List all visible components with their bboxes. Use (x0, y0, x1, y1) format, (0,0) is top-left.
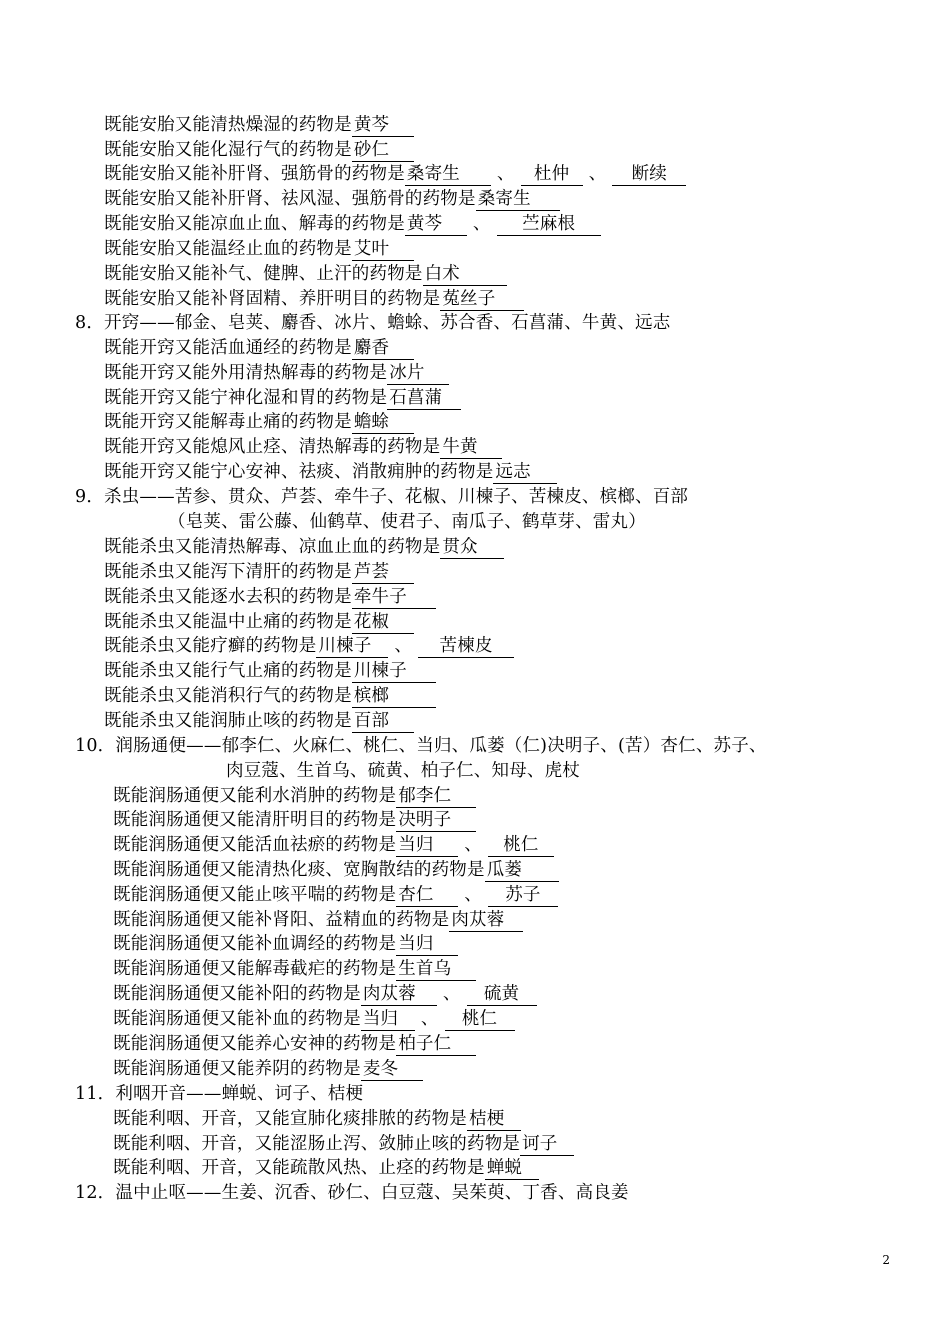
answer-blank: 白术 (423, 264, 507, 286)
answer-blank: 硫黄 (467, 984, 537, 1006)
answer-blank: 远志 (493, 462, 557, 484)
separator: 、 (588, 164, 607, 184)
question-text: 既能润肠通便又能补肾阳、益精血的药物是 (113, 910, 450, 930)
separator: 、 (394, 636, 413, 656)
answer-blank: 郁李仁 (396, 786, 476, 808)
question-text: 既能安胎又能补气、健脾、止汗的药物是 (104, 264, 423, 284)
page-number: 2 (882, 1253, 890, 1267)
answer-blank: 芦荟 (352, 562, 414, 584)
question-text: 既能润肠通便又能解毒截疟的药物是 (113, 959, 397, 979)
separator: 、 (464, 835, 482, 855)
answer-blank: 贯众 (440, 537, 504, 559)
anti-abortive-line-3 (104, 162, 686, 186)
answer-blank: 石菖蒲 (387, 388, 461, 410)
section-heading-8: 8．开窍——郁金、皂荚、麝香、冰片、蟾蜍、苏合香、石菖蒲、牛黄、远志 (75, 313, 671, 333)
question-text: 既能润肠通便又能补血的药物是 (113, 1009, 361, 1029)
separator: 、 (464, 885, 482, 905)
answer-blank: 肉苁蓉 (361, 984, 437, 1006)
throat-line-3 (113, 1156, 539, 1180)
question-text: 既能安胎又能化湿行气的药物是 (104, 140, 352, 160)
answer-blank: 桔梗 (467, 1109, 521, 1131)
anti-abortive-line-1 (104, 113, 414, 137)
anthelmintic-line-2 (104, 560, 414, 584)
anti-abortive-line-5 (104, 212, 601, 236)
separator: 、 (420, 1009, 439, 1029)
laxative-line-6 (113, 908, 523, 932)
question-text: 既能润肠通便又能补阳的药物是 (113, 984, 361, 1004)
answer-blank: 百部 (352, 711, 414, 733)
answer-blank: 当归 (361, 1009, 415, 1031)
answer-blank: 槟榔 (352, 686, 436, 708)
laxative-line-11 (113, 1032, 476, 1056)
question-text: 既能杀虫又能泻下清肝的药物是 (104, 562, 352, 582)
question-text: 既能开窍又能宁神化湿和胃的药物是 (104, 388, 388, 408)
laxative-line-7 (113, 932, 458, 956)
answer-blank: 桃仁 (488, 835, 554, 857)
answer-blank: 柏子仁 (396, 1034, 476, 1056)
question-text: 既能杀虫又能清热解毒、凉血止血的药物是 (104, 537, 441, 557)
question-text: 既能开窍又能活血通经的药物是 (104, 338, 352, 358)
answer-blank: 当归 (396, 934, 458, 956)
answer-blank: 黄芩 (405, 214, 467, 236)
anthelmintic-line-3 (104, 585, 436, 609)
answer-blank: 杏仁 (396, 885, 458, 907)
question-text: 既能润肠通便又能活血祛瘀的药物是 (113, 835, 397, 855)
section-heading-10: 10．润肠通便——郁李仁、火麻仁、桃仁、当归、瓜蒌（仁)决明子、(苦）杏仁、苏子、 (75, 736, 767, 756)
answer-blank: 蟾蜍 (352, 412, 414, 434)
question-text: 既能开窍又能熄风止痉、清热解毒的药物是 (104, 437, 441, 457)
answer-blank: 桑寄生 (476, 189, 560, 211)
answer-blank: 牵牛子 (352, 587, 436, 609)
resuscitation-line-4 (104, 410, 414, 434)
section-heading-11: 11．利咽开音——蝉蜕、诃子、桔梗 (75, 1084, 364, 1104)
answer-blank: 蝉蜕 (485, 1158, 539, 1180)
answer-blank: 川楝子 (316, 636, 388, 658)
resuscitation-line-5 (104, 435, 502, 459)
question-text: 既能利咽、开音，又能涩肠止泻、敛肺止咳的药物是 (113, 1134, 521, 1154)
resuscitation-line-2 (104, 361, 449, 385)
question-text: 既能润肠通便又能利水消肿的药物是 (113, 786, 397, 806)
section-heading-10-cont: 肉豆蔻、生首乌、硫黄、柏子仁、知母、虎杖 (226, 761, 580, 781)
answer-blank: 桑寄生 (405, 164, 491, 186)
answer-blank: 砂仁 (352, 140, 414, 162)
question-text: 既能润肠通便又能清肝明目的药物是 (113, 810, 397, 830)
question-text: 既能杀虫又能逐水去积的药物是 (104, 587, 352, 607)
laxative-line-8 (113, 957, 476, 981)
answer-blank: 牛黄 (440, 437, 502, 459)
answer-blank: 桃仁 (445, 1009, 515, 1031)
question-text: 既能利咽、开音，又能疏散风热、止痉的药物是 (113, 1158, 485, 1178)
question-text: 既能安胎又能补肝肾、祛风湿、强筋骨的药物是 (104, 189, 476, 209)
answer-blank: 冰片 (387, 363, 449, 385)
anthelmintic-line-8 (104, 709, 414, 733)
question-text: 既能杀虫又能行气止痛的药物是 (104, 661, 352, 681)
anti-abortive-line-6 (104, 237, 414, 261)
question-text: 既能润肠通便又能清热化痰、宽胸散结的药物是 (113, 860, 485, 880)
throat-line-2 (113, 1132, 574, 1156)
separator: 、 (496, 164, 515, 184)
answer-blank: 麝香 (352, 338, 414, 360)
laxative-line-12 (113, 1057, 423, 1081)
separator: 、 (472, 214, 491, 234)
answer-blank: 苦楝皮 (418, 636, 514, 658)
answer-blank: 苏子 (488, 885, 558, 907)
section-heading-9-cont: （皂荚、雷公藤、仙鹤草、使君子、南瓜子、鹤草芽、雷丸） (168, 512, 646, 532)
question-text: 既能润肠通便又能养心安神的药物是 (113, 1034, 397, 1054)
laxative-line-5 (113, 883, 558, 907)
anti-abortive-line-8 (104, 287, 524, 311)
anti-abortive-line-4 (104, 187, 560, 211)
anthelmintic-line-4 (104, 610, 414, 634)
question-text: 既能开窍又能解毒止痛的药物是 (104, 412, 352, 432)
question-text: 既能杀虫又能润肺止咳的药物是 (104, 711, 352, 731)
anthelmintic-line-1 (104, 535, 504, 559)
throat-line-1 (113, 1107, 521, 1131)
question-text: 既能利咽、开音，又能宣肺化痰排脓的药物是 (113, 1109, 467, 1129)
answer-blank: 麦冬 (361, 1059, 423, 1081)
laxative-line-3 (113, 833, 554, 857)
question-text: 既能开窍又能宁心安神、祛痰、消散痈肿的药物是 (104, 462, 494, 482)
question-text: 既能安胎又能温经止血的药物是 (104, 239, 352, 259)
answer-blank: 菟丝子 (440, 289, 524, 311)
question-text: 既能安胎又能补肾固精、养肝明目的药物是 (104, 289, 441, 309)
question-text: 既能润肠通便又能止咳平喘的药物是 (113, 885, 397, 905)
question-text: 既能润肠通便又能补血调经的药物是 (113, 934, 397, 954)
laxative-line-1 (113, 784, 476, 808)
separator: 、 (442, 984, 461, 1004)
section-heading-9: 9．杀虫——苦参、贯众、芦荟、牵牛子、花椒、川楝子、苦楝皮、槟榔、百部 (75, 487, 689, 507)
question-text: 既能杀虫又能温中止痛的药物是 (104, 612, 352, 632)
answer-blank: 艾叶 (352, 239, 414, 261)
laxative-line-10 (113, 1007, 515, 1031)
answer-blank: 苎麻根 (497, 214, 601, 236)
answer-blank: 川楝子 (352, 661, 436, 683)
answer-blank: 杜仲 (521, 164, 583, 186)
question-text: 既能安胎又能清热燥湿的药物是 (104, 115, 352, 135)
anti-abortive-line-7 (104, 262, 507, 286)
answer-blank: 生首乌 (396, 959, 476, 981)
laxative-line-2 (113, 808, 476, 832)
anthelmintic-line-6 (104, 659, 436, 683)
anthelmintic-line-5 (104, 634, 514, 658)
anti-abortive-line-2 (104, 138, 414, 162)
resuscitation-line-3 (104, 386, 461, 410)
question-text: 既能安胎又能凉血止血、解毒的药物是 (104, 214, 405, 234)
answer-blank: 当归 (396, 835, 458, 857)
question-text: 既能安胎又能补肝肾、强筋骨的药物是 (104, 164, 405, 184)
answer-blank: 瓜蒌 (485, 860, 559, 882)
answer-blank: 决明子 (396, 810, 476, 832)
section-heading-12: 12．温中止呕——生姜、沉香、砂仁、白豆蔻、吴茱萸、丁香、高良姜 (75, 1183, 629, 1203)
answer-blank: 黄芩 (352, 115, 414, 137)
anthelmintic-line-7 (104, 684, 436, 708)
resuscitation-line-6 (104, 460, 557, 484)
answer-blank: 肉苁蓉 (449, 910, 523, 932)
answer-blank: 花椒 (352, 612, 414, 634)
answer-blank: 诃子 (520, 1134, 574, 1156)
answer-blank: 断续 (612, 164, 686, 186)
question-text: 既能杀虫又能消积行气的药物是 (104, 686, 352, 706)
question-text: 既能润肠通便又能养阴的药物是 (113, 1059, 361, 1079)
resuscitation-line-1 (104, 336, 414, 360)
laxative-line-4 (113, 858, 559, 882)
question-text: 既能开窍又能外用清热解毒的药物是 (104, 363, 388, 383)
laxative-line-9 (113, 982, 537, 1006)
question-text: 既能杀虫又能疗癣的药物是 (104, 636, 317, 656)
